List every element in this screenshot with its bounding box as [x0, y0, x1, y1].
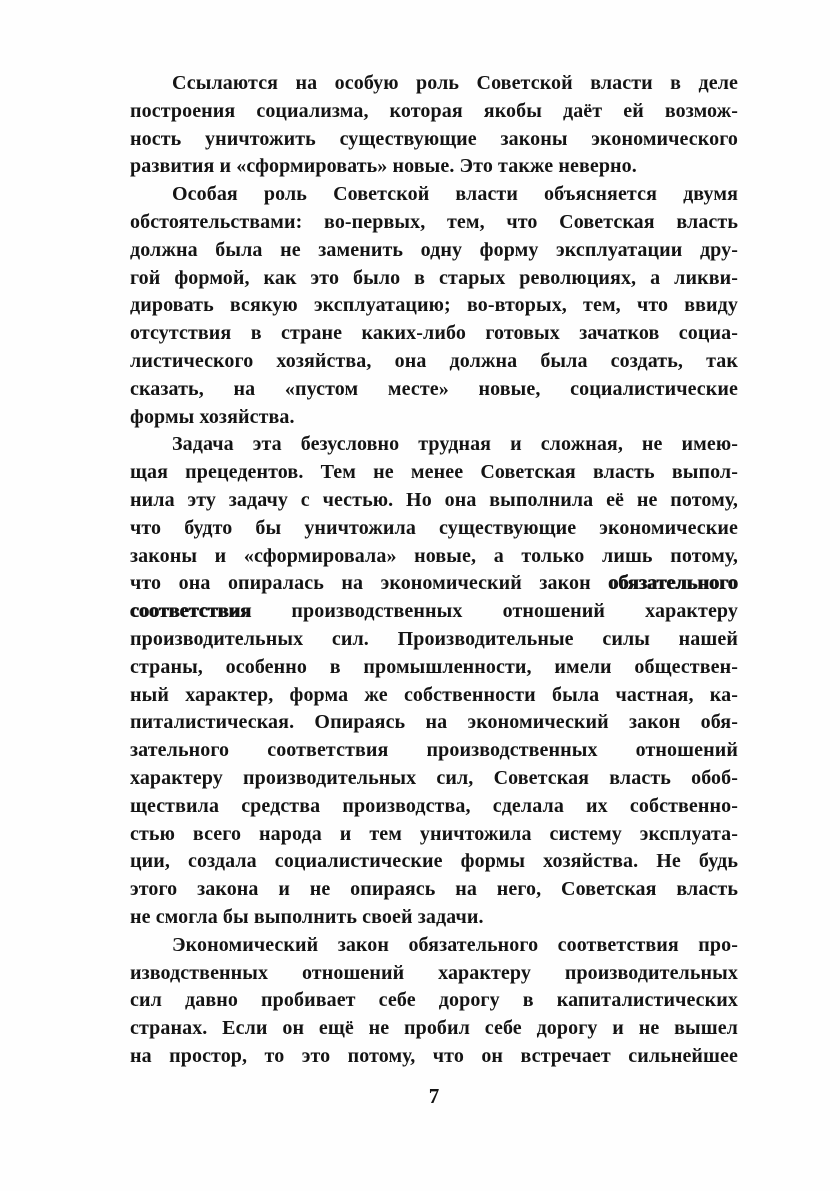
paragraph: [130, 932, 738, 1071]
text-segment: производственных отношений характеру: [251, 600, 738, 623]
text-line: не смогла бы выполнить своей задачи.: [130, 905, 484, 928]
text-line: ность уничтожить существующие законы экономического: [130, 127, 738, 150]
emphasized-text: соответствия: [130, 600, 252, 623]
text-line: Особая роль Советской власти объясняется двумя: [172, 183, 738, 206]
text-line: зательного соответствия производственных отношений: [130, 739, 738, 762]
text-line: на простор, то это потому, что он встречает сильнейшее: [130, 1044, 738, 1067]
text-line: ный характер, форма же собственности была частная, ка-: [130, 683, 738, 706]
text-line: этого закона и не опираясь на него, Советская власть: [130, 878, 738, 901]
text-line: страны, особенно в промышленности, имели обществен-: [130, 655, 738, 678]
text-line: сил давно пробивает себе дорогу в капиталистических: [130, 989, 738, 1012]
text-line: законы и «сформировала» новые, а только лишь потому,: [130, 544, 738, 567]
text-line: Задача эта безусловно трудная и сложная, не имею-: [172, 433, 738, 456]
text-line: производительных сил. Производительные силы нашей: [130, 627, 738, 650]
text-line: что будто бы уничтожила существующие экономические: [130, 516, 738, 539]
text-line: сказать, на «пустом месте» новые, социалистические: [130, 377, 738, 400]
text-line: изводственных отношений характеру производительных: [130, 961, 738, 984]
text-line: странах. Если он ещё не пробил себе дорогу и не вышел: [130, 1017, 738, 1040]
text-line: ции, создала социалистические формы хозяйства. Не будь: [130, 850, 738, 873]
text-segment: что она опиралась на экономический закон: [130, 572, 609, 595]
text-line: характеру производительных сил, Советская власть обоб-: [130, 766, 738, 789]
text-line: дировать всякую эксплуатацию; во-вторых, тем, что ввиду: [130, 294, 738, 317]
text-line: гой формой, как это было в старых революциях, а ликви-: [130, 266, 738, 289]
text-line: щая прецедентов. Тем не менее Советская власть выпол-: [130, 461, 738, 484]
text-line: должна была не заменить одну форму эксплуатации дру-: [130, 238, 738, 261]
text-line: стью всего народа и тем уничтожила систему эксплуата-: [130, 822, 738, 845]
text-block: [130, 70, 738, 1071]
paragraph: [130, 181, 738, 431]
text-line: Экономический закон обязательного соответствия про-: [172, 933, 738, 956]
text-line: питалистическая. Опираясь на экономический закон обя-: [130, 711, 738, 734]
text-line: листического хозяйства, она должна была создать, так: [130, 349, 738, 372]
text-line: Ссылаются на особую роль Советской власти в деле: [172, 72, 738, 94]
text-line: нила эту задачу с честью. Но она выполнила её не потому,: [130, 488, 738, 511]
text-line: обстоятельствами: во-первых, тем, что Советская власть: [130, 210, 738, 233]
emphasized-text: обязательного: [608, 572, 738, 595]
text-line: формы хозяйства.: [130, 405, 295, 428]
text-line: построения социализма, которая якобы даёт ей возмож-: [130, 99, 738, 122]
text-line: [130, 570, 738, 598]
text-line: [130, 598, 738, 626]
paragraph: [130, 70, 738, 181]
paragraph: [130, 431, 738, 931]
page-number: 7: [428, 1084, 440, 1108]
text-line: ществила средства производства, сделала их собственно-: [130, 794, 738, 817]
text-line: отсутствия в стране каких-либо готовых зачатков социа-: [130, 322, 738, 345]
text-line: развития и «сформировать» новые. Это также неверно.: [130, 155, 637, 178]
